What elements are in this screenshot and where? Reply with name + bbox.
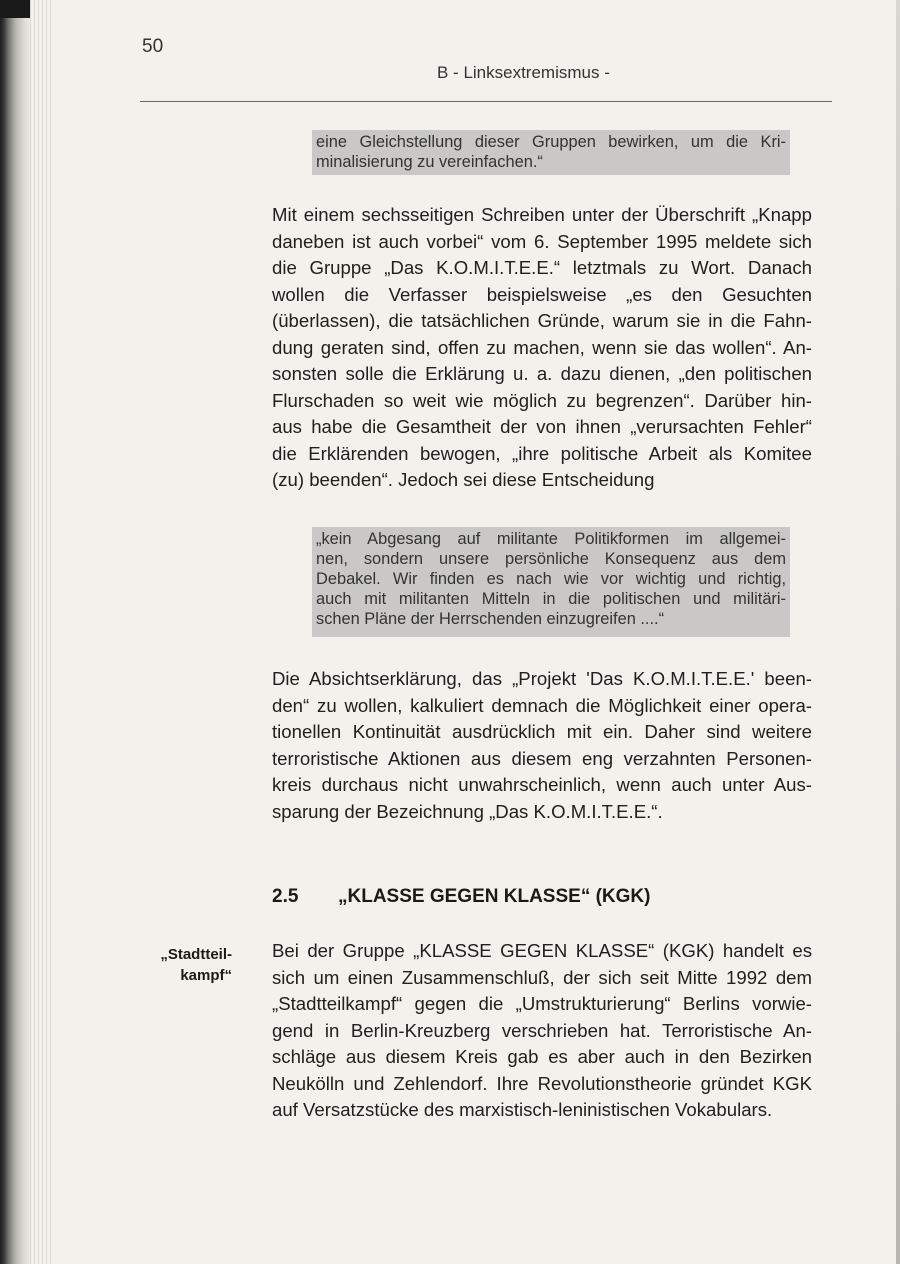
quote-line: Debakel. Wir finden es nach wie vor wichtig und richtig,: [316, 570, 786, 588]
quote-line: auch mit militanten Mitteln in die politischen und militäri-: [316, 590, 786, 608]
page-edge-lines: [30, 0, 52, 1264]
paragraph-line: tionellen Kontinuität ausdrücklich mit ein. Daher sind weitere: [272, 721, 812, 742]
quote-line: schen Pläne der Herrschenden einzugreifen ....“: [316, 610, 665, 628]
section-title: „KLASSE GEGEN KLASSE“ (KGK): [338, 886, 651, 907]
paragraph-line: den“ zu wollen, kalkuliert demnach die Möglichkeit einer opera-: [272, 694, 812, 716]
paragraph-line: dung geraten sind, offen zu machen, wenn sie das wollen“. An-: [272, 336, 812, 358]
block-quote-1: [312, 130, 790, 175]
paragraph-line: schläge aus diesem Kreis gab es aber auch in den Bezirken: [272, 1046, 812, 1067]
scan-corner-shadow: [0, 0, 30, 18]
quote-line: „kein Abgesang auf militante Politikformen im allgemei-: [316, 530, 786, 548]
paragraph-line: Flurschaden so weit wie möglich zu begrenzen“. Darüber hin-: [272, 389, 812, 411]
paragraph-line: „Stadtteilkampf“ gegen die „Umstrukturierung“ Berlins vorwie-: [272, 993, 812, 1014]
margin-note: [120, 944, 232, 986]
paragraph-line: daneben ist auch vorbei“ vom 6. September 1995 meldete sich: [272, 230, 812, 252]
running-header: B - Linksextremismus -: [437, 63, 610, 82]
page-number: 50: [142, 36, 164, 57]
paragraph-line: Die Absichtserklärung, das „Projekt 'Das K.O.M.I.T.E.E.' been-: [272, 668, 812, 689]
paragraph-line: terroristische Aktionen aus diesem eng verzahnten Personen-: [272, 747, 812, 769]
quote-line: eine Gleichstellung dieser Gruppen bewirken, um die Kri-: [316, 133, 786, 151]
paragraph-line: die Erklärenden bewogen, „ihre politische Arbeit als Komitee: [272, 442, 812, 464]
paragraph-line: gend in Berlin-Kreuzberg verschrieben hat. Terroristische An-: [272, 1019, 812, 1041]
paragraph-line: kreis durchaus nicht unwahrscheinlich, wenn auch unter Aus-: [272, 774, 812, 795]
paragraph-line: die Gruppe „Das K.O.M.I.T.E.E.“ letztmals zu Wort. Danach: [272, 257, 812, 278]
paragraph-line: wollen die Verfasser beispielsweise „es den Gesuchten: [272, 283, 812, 305]
paragraph-line: (zu) beenden“. Jedoch sei diese Entscheidung: [272, 469, 655, 490]
quote-line: nen, sondern unsere persönliche Konsequenz aus dem: [316, 550, 786, 568]
paragraph-3: [272, 938, 812, 1124]
section-number: 2.5: [272, 886, 299, 907]
block-quote-2: [312, 527, 790, 637]
paragraph-2: [272, 666, 812, 825]
quote-line: minalisierung zu vereinfachen.“: [316, 153, 543, 171]
margin-note-line: kampf“: [180, 967, 232, 984]
paragraph-line: sich um einen Zusammenschluß, der sich seit Mitte 1992 dem: [272, 966, 812, 988]
paragraph-1: [272, 202, 812, 494]
paragraph-line: (überlassen), die tatsächlichen Gründe, warum sie in die Fahn-: [272, 310, 812, 331]
paragraph-line: Bei der Gruppe „KLASSE GEGEN KLASSE“ (KGK) handelt es: [272, 940, 812, 961]
section-heading: [272, 886, 650, 908]
paragraph-line: sonsten solle die Erklärung u. a. dazu dienen, „den politischen: [272, 363, 812, 384]
paragraph-line: Neukölln und Zehlendorf. Ihre Revolutionstheorie gründet KGK: [272, 1072, 812, 1094]
paragraph-line: auf Versatzstücke des marxistisch-leninistischen Vokabulars.: [272, 1099, 773, 1120]
header-rule: [140, 101, 832, 102]
paragraph-line: sparung der Bezeichnung „Das K.O.M.I.T.E.E.“.: [272, 800, 663, 822]
book-spine-shadow: [0, 0, 30, 1264]
paragraph-line: Mit einem sechsseitigen Schreiben unter der Überschrift „Knapp: [272, 204, 812, 225]
scan-right-edge: [896, 0, 900, 1264]
paragraph-line: aus habe die Gesamtheit der von ihnen „verursachten Fehler“: [272, 416, 812, 437]
margin-note-line: „Stadtteil-: [160, 946, 232, 963]
